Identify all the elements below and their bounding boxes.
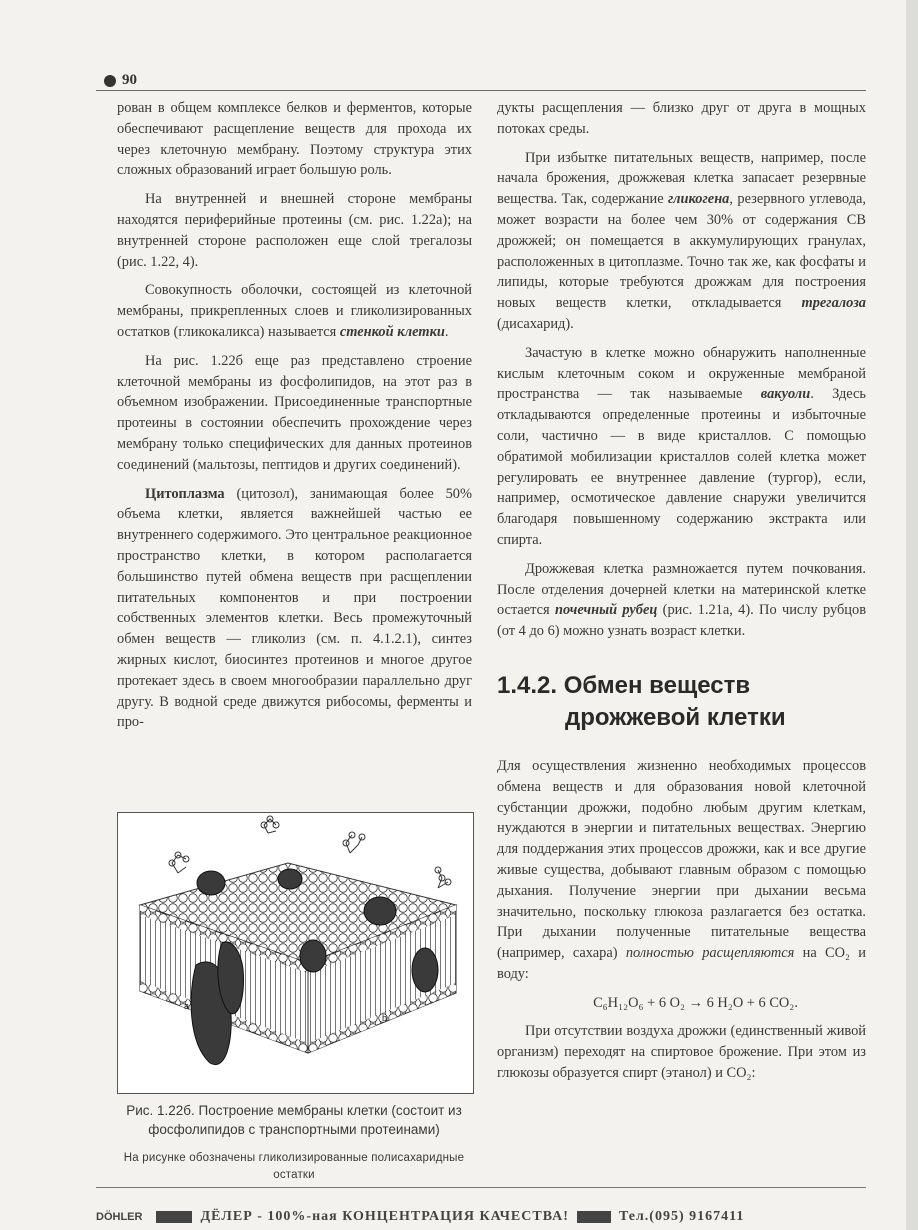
text: . bbox=[444, 323, 449, 340]
text: При избытке питательных веществ, например, после начала брожения, дрожжевая клетка запасает резервные вещества. Так, содержание bbox=[497, 149, 866, 208]
label-a: a bbox=[184, 1001, 190, 1011]
text: (цитозол), занимающая более 50% объема клетки, является важнейшей частью ее внутреннего содержимого. Это центральное реакционное пространство клетки, в котором располагается большинство путей обмена веществ при расщеплении питательных компонентов и при построении собственных элементов клетки. Весь промежуточный обмен веществ — гликолиз (см. п. 4.1.2.1), синтез жирных кислот, биосинтез протеинов и многое другое протекает здесь в своем многообразии параллельно друг другу. В водной среде движутся рибосомы, ферменты и про- bbox=[117, 485, 472, 731]
footer-phone: Тел.(095) 9167411 bbox=[618, 1209, 745, 1224]
text: Зачастую в клетке можно обнаружить наполненные кислым клеточным соком и окруженные мембраной пространства — так называемые bbox=[497, 344, 866, 403]
section-title-line1: 1.4.2. Обмен веществ bbox=[497, 671, 751, 699]
term-glycogen: гликогена bbox=[668, 191, 730, 208]
paragraph bbox=[117, 484, 472, 734]
paragraph: дукты расщепления — близко друг от друга в мощных потоках среды. bbox=[497, 100, 866, 137]
term-trehalose: трегалоза bbox=[801, 295, 866, 312]
page-number-text: 90 bbox=[122, 72, 137, 88]
page-number bbox=[104, 72, 137, 89]
text: , резервного углевода, может возрасти на более чем 30% от содержания СВ дрожжей; он помещается в аккумулирующих гранулах, расположенных в цитоплазме. Точно так же, как фосфаты и липиды, которые требуются дрожжам для построения новых веществ клетки, откладывается bbox=[497, 191, 866, 312]
label-b: b bbox=[382, 1013, 388, 1023]
figure-note: На рисунке обозначены гликолизированные полисахаридные остатки bbox=[123, 1152, 465, 1181]
text: на CO₂ и воду: bbox=[497, 945, 866, 982]
italic-text: полностью расщепляются bbox=[625, 945, 795, 962]
paragraph bbox=[117, 280, 472, 342]
paragraph: На внутренней и внешней стороне мембраны находятся периферийные протеины (см. рис. 1.22а); на внутренней стороне расположен еще слой трегалозы (рис. 1.22, 4). bbox=[117, 191, 472, 270]
membrane-illustration bbox=[118, 813, 473, 1093]
text: Совокупность оболочки, состоящей из клеточной мембраны, прикрепленных слоев и гликолизированных остатков (гликокаликса) называется bbox=[117, 282, 472, 340]
text: (рис. 1.21а, 4). По числу рубцов (от 4 до 6) можно узнать возраст клетки. bbox=[497, 602, 866, 640]
header-rule bbox=[96, 90, 866, 91]
paragraph bbox=[497, 559, 866, 642]
section-title bbox=[497, 670, 866, 734]
paragraph bbox=[497, 343, 866, 551]
text: (дисахарид). bbox=[497, 315, 574, 332]
footer-bar bbox=[577, 1211, 611, 1223]
bullet-icon bbox=[104, 75, 116, 87]
paragraph bbox=[497, 148, 866, 335]
section-title-line2: дрожжевой клетки bbox=[565, 703, 786, 731]
right-column bbox=[497, 98, 866, 1092]
text: Дрожжевая клетка размножается путем почкования. После отделения дочерней клетки на материнской клетке остается bbox=[497, 560, 866, 619]
chemical-formula: C₆H₁₂O₆ + 6 O₂ → 6 H₂O + 6 CO₂. bbox=[593, 994, 798, 1011]
term-vacuoles: вакуоли bbox=[760, 386, 811, 403]
term-cytoplasm: Цитоплазма bbox=[145, 485, 225, 502]
term-bud-scar: почечный рубец bbox=[554, 602, 658, 619]
left-column bbox=[117, 98, 472, 741]
paragraph: При отсутствии воздуха дрожжи (единственный живой организм) переходят на спиртовое брожение. При этом из глюкозы образуется спирт (этанол) и CO₂: bbox=[497, 1023, 866, 1082]
footer-rule bbox=[96, 1187, 866, 1188]
footer-bar bbox=[156, 1211, 192, 1223]
footer-banner bbox=[96, 1205, 866, 1229]
page-edge-shadow bbox=[906, 0, 918, 1230]
figure-caption: Рис. 1.22б. Построение мембраны клетки (состоит из фосфолипидов с транспортными протеинами) bbox=[126, 1103, 462, 1137]
paragraph: рован в общем комплексе белков и ферментов, которые обеспечивают расщепление веществ для прохода их через клеточную мембрану. Поэтому структура этих сложных образований играет большую роль. bbox=[117, 100, 472, 179]
dohler-logo: DÖHLER bbox=[96, 1211, 143, 1223]
text: Для осуществления жизненно необходимых процессов обмена веществ и для образования новой клеточной субстанции дрожжи, подобно любым другим клеткам, нуждаются в энергии и питательных веществах. Энергию для поддержания этих процессов дрожжи, как и все другие живые существа, добывают главным образом с помощью дыхания. Получение энергии при дыхании весьма значительно, поскольку глюкоза разлагается без остатка. При дыхании полученные питательные вещества (например, сахара) bbox=[497, 757, 866, 962]
footer-slogan: ДЁЛЕР - 100%-ная КОНЦЕНТРАЦИЯ КАЧЕСТВА! bbox=[200, 1209, 569, 1224]
membrane-figure bbox=[117, 812, 474, 1094]
paragraph: На рис. 1.22б еще раз представлено строение клеточной мембраны из фосфолипидов, на этот раз в объемном изображении. Присоединенные транспортные протеины в состоянии обеспечить прохождение через мембрану только специфических для данных протеинов соединений (мальтозы, пептидов и других соединений). bbox=[117, 352, 472, 473]
paragraph bbox=[497, 756, 866, 985]
term-cell-wall: стенкой клетки bbox=[339, 323, 445, 340]
text: . Здесь откладываются определенные протеины и избыточные соли, частично — в виде кристаллов. С помощью обратимой мобилизации кристаллов солей клетка может регулировать ее внутреннее давление (тургор), если, например, осмотическое давление снаружи увеличится благодаря повышенному содержанию экстракта или спирта. bbox=[497, 386, 866, 548]
